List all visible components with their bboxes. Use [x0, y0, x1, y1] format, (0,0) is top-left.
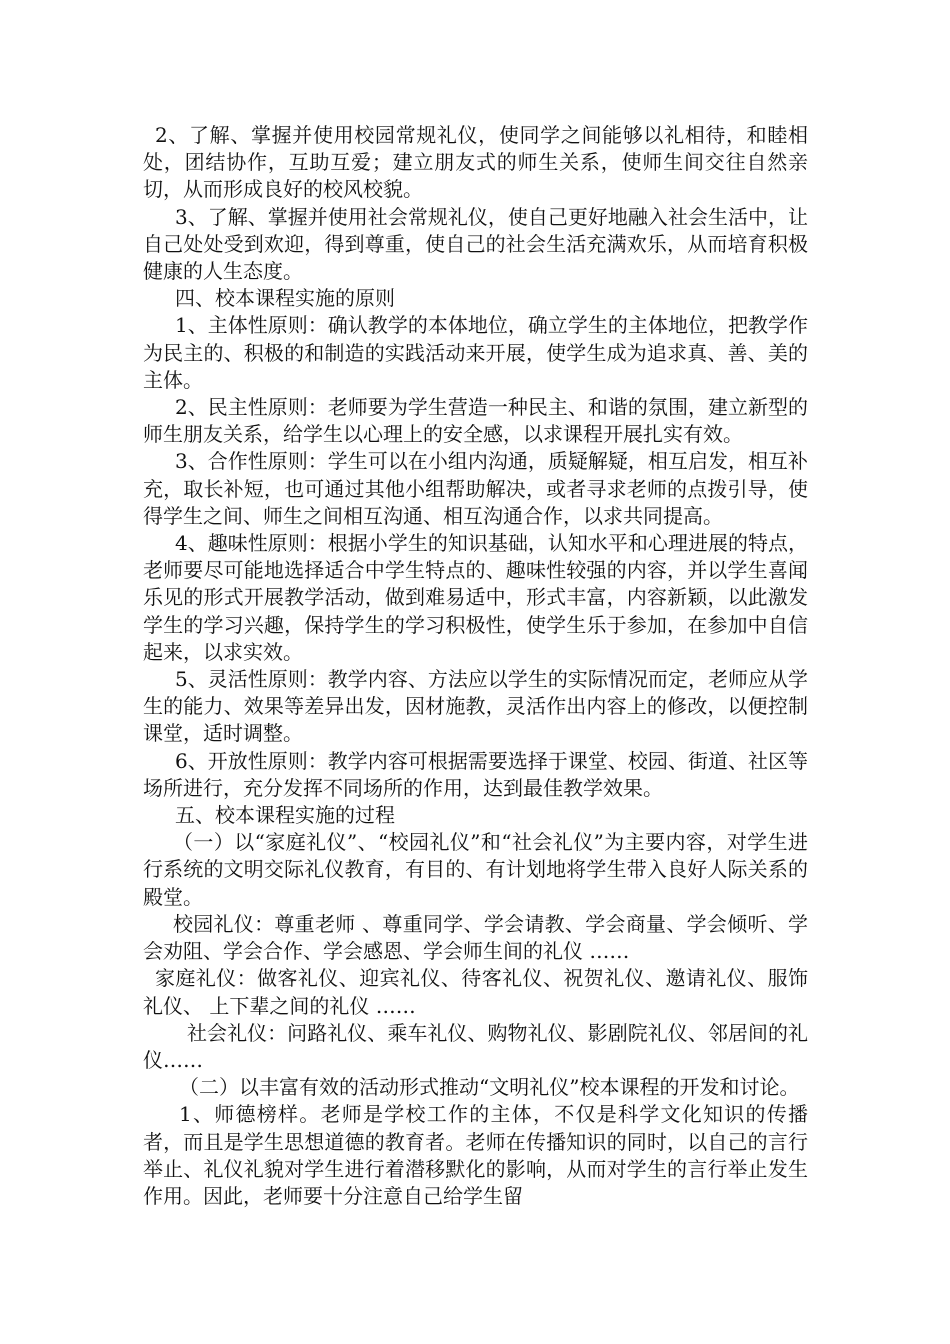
paragraph-process-1: （一）以“家庭礼仪”、“校园礼仪”和“社会礼仪”为主要内容，对学生进行系统的文明交际礼仪教育，有目的、有计划地将学生带入良好人际关系的殿堂。: [143, 830, 808, 909]
paragraph-teacher-model: 1、师德榜样。老师是学校工作的主体，不仅是科学文化知识的传播者，而且是学生思想道德的教育者。老师在传播知识的同时，以自己的言行举止、礼仪礼貌对学生进行着潜移默化的影响，从而对学生的言行举止发生作用。因此，老师要十分注意自己给学生留: [143, 1102, 808, 1208]
body-text: [143, 122, 808, 1210]
section-heading-process: 五、校本课程实施的过程: [175, 803, 395, 828]
paragraph-principle-5: 5、灵活性原则：教学内容、方法应以学生的实际情况而定，老师应从学生的能力、效果等差异出发，因材施教，灵活作出内容上的修改，以便控制课堂，适时调整。: [143, 667, 808, 746]
paragraph-objective-2: 2、了解、掌握并使用校园常规礼仪，使同学之间能够以礼相待，和睦相处，团结协作，互助互爱；建立朋友式的师生关系，使师生间交往自然亲切，从而形成良好的校风校貌。: [143, 123, 808, 202]
paragraph-family-etiquette: 家庭礼仪：做客礼仪、迎宾礼仪、待客礼仪、祝贺礼仪、邀请礼仪、服饰礼仪、 上下辈之间的礼仪 ……: [143, 966, 808, 1018]
paragraph-process-2: （二）以丰富有效的活动形式推动“文明礼仪”校本课程的开发和讨论。: [179, 1075, 800, 1100]
section-heading-principles: 四、校本课程实施的原则: [175, 286, 395, 311]
paragraph-principle-4: 4、趣味性原则：根据小学生的知识基础，认知水平和心理进展的特点，老师要尽可能地选择适合中学生特点的、趣味性较强的内容，并以学生喜闻乐见的形式开展教学活动，做到难易适中，形式丰富，内容新颖，以此激发学生的学习兴趣，保持学生的学习积极性，使学生乐于参加，在参加中自信起来，以求实效。: [143, 531, 808, 664]
paragraph-school-etiquette: 校园礼仪：尊重老师 、尊重同学、学会请教、学会商量、学会倾听、学会劝阻、学会合作、学会感恩、学会师生间的礼仪 ……: [143, 911, 808, 964]
paragraph-principle-3: 3、合作性原则：学生可以在小组内沟通，质疑解疑，相互启发，相互补充，取长补短，也可通过其他小组帮助解决，或者寻求老师的点拨引导，使得学生之间、师生之间相互沟通、相互沟通合作，以求共同提高。: [143, 449, 808, 528]
paragraph-principle-2: 2、民主性原则：老师要为学生营造一种民主、和谐的氛围，建立新型的师生朋友关系，给学生以心理上的安全感，以求课程开展扎实有效。: [143, 395, 808, 447]
paragraph-objective-3: 3、了解、掌握并使用社会常规礼仪，使自己更好地融入社会生活中，让自己处处受到欢迎，得到尊重，使自己的社会生活充满欢乐，从而培育积极健康的人生态度。: [143, 204, 808, 284]
paragraph-principle-1: 1、主体性原则：确认教学的本体地位，确立学生的主体地位，把教学作为民主的、积极的和制造的实践活动来开展，使学生成为追求真、善、美的主体。: [143, 313, 808, 392]
paragraph-principle-6: 6、开放性原则：教学内容可根据需要选择于课堂、校园、街道、社区等场所进行，充分发挥不同场所的作用，达到最佳教学效果。: [143, 748, 808, 800]
paragraph-social-etiquette: 社会礼仪：问路礼仪、乘车礼仪、购物礼仪、影剧院礼仪、邻居间的礼仪……: [143, 1020, 808, 1072]
